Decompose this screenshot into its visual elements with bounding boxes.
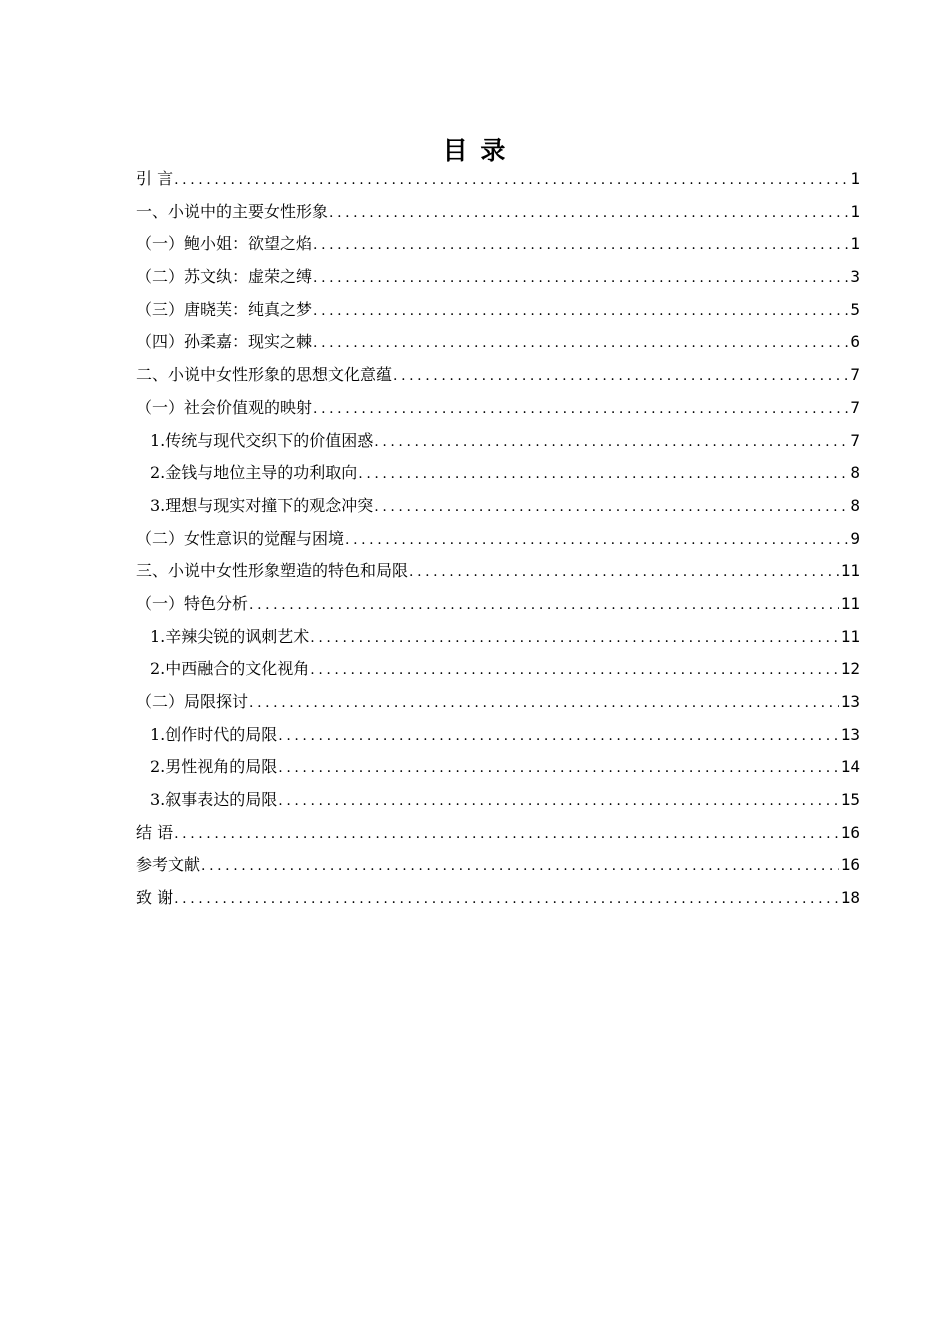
toc-leader-dots [278, 785, 838, 818]
toc-entry-label: 致 谢 [136, 888, 174, 908]
toc-entry[interactable] [136, 882, 860, 915]
toc-entry-page-number: 13 [840, 724, 860, 744]
toc-entry-label: （一）鲍小姐：欲望之焰 [136, 234, 313, 254]
toc-entry-label: 参考文献 [136, 855, 201, 875]
toc-entry[interactable] [136, 392, 860, 425]
toc-entry[interactable] [136, 621, 860, 654]
toc-entry-page-number: 7 [850, 430, 860, 450]
toc-entry[interactable] [136, 457, 860, 490]
toc-entry[interactable] [136, 425, 860, 458]
toc-entry-page-number: 7 [850, 397, 860, 417]
toc-entry-label: 1.辛辣尖锐的讽刺艺术 [150, 626, 310, 646]
toc-entry-label: （一）社会价值观的映射 [136, 397, 313, 417]
toc-entry[interactable] [136, 719, 860, 752]
toc-leader-dots [201, 850, 839, 883]
toc-leader-dots [174, 164, 848, 197]
toc-leader-dots [278, 720, 838, 753]
toc-entry[interactable] [136, 294, 860, 327]
toc-leader-dots [393, 360, 848, 393]
toc-leader-dots [329, 197, 848, 230]
toc-entry-page-number: 6 [850, 332, 860, 352]
toc-entry-page-number: 12 [840, 659, 860, 679]
toc-entry-page-number: 15 [840, 790, 860, 810]
toc-leader-dots [374, 426, 848, 459]
toc-entry-page-number: 9 [850, 528, 860, 548]
toc-entry-label: 1.传统与现代交织下的价值困惑 [150, 430, 374, 450]
toc-entry-page-number: 7 [850, 365, 860, 385]
toc-leader-dots [313, 393, 848, 426]
toc-entry[interactable] [136, 588, 860, 621]
toc-entry-label: （一）特色分析 [136, 593, 249, 613]
toc-entry-page-number: 11 [840, 593, 860, 613]
toc-entry-label: 2.金钱与地位主导的功利取向 [150, 463, 358, 483]
toc-leader-dots [313, 327, 848, 360]
toc-entry[interactable] [136, 490, 860, 523]
toc-entry-label: 1.创作时代的局限 [150, 724, 278, 744]
toc-entry[interactable] [136, 817, 860, 850]
page-title: 目 录 [442, 136, 508, 165]
toc-entry-page-number: 18 [840, 888, 860, 908]
toc-leader-dots [310, 622, 838, 655]
toc-leader-dots [374, 491, 848, 524]
toc-leader-dots [249, 589, 839, 622]
toc-entry[interactable] [136, 751, 860, 784]
toc-entry-label: （二）女性意识的觉醒与困境 [136, 528, 345, 548]
toc-entry-page-number: 3 [850, 267, 860, 287]
toc-entry[interactable] [136, 849, 860, 882]
toc-leader-dots [409, 556, 839, 589]
toc-entry-page-number: 1 [850, 201, 860, 221]
toc-leader-dots [310, 654, 838, 687]
toc-entry-label: （二）苏文纨：虚荣之缚 [136, 267, 313, 287]
toc-entry-label: 一、小说中的主要女性形象 [136, 201, 329, 221]
toc-entry-page-number: 8 [850, 463, 860, 483]
toc-entry-page-number: 1 [850, 234, 860, 254]
toc-entry-label: （三）唐晓芙：纯真之梦 [136, 299, 313, 319]
toc-entry[interactable] [136, 686, 860, 719]
toc-entry-page-number: 1 [850, 169, 860, 188]
toc-entry[interactable] [136, 326, 860, 359]
toc-entry-label: 3.叙事表达的局限 [150, 790, 278, 810]
toc-entry-label: 引 言 [136, 169, 174, 188]
toc-entry-label: 2.男性视角的局限 [150, 757, 278, 777]
toc-entry[interactable] [136, 523, 860, 556]
toc-entry-label: 二、小说中女性形象的思想文化意蕴 [136, 365, 393, 385]
toc-entry-page-number: 16 [840, 822, 860, 842]
toc-entry[interactable] [136, 784, 860, 817]
toc-leader-dots [278, 752, 838, 785]
toc-entry[interactable] [136, 653, 860, 686]
toc-entry-label: 2.中西融合的文化视角 [150, 659, 310, 679]
toc-entry-page-number: 16 [840, 855, 860, 875]
toc-leader-dots [249, 687, 839, 720]
toc-entry[interactable] [136, 228, 860, 261]
toc-leader-dots [358, 458, 848, 491]
toc-entry-label: 三、小说中女性形象塑造的特色和局限 [136, 561, 409, 581]
toc-leader-dots [345, 524, 848, 557]
toc-leader-dots [313, 295, 848, 328]
toc-entry-page-number: 8 [850, 495, 860, 515]
toc-entry[interactable] [136, 261, 860, 294]
toc-leader-dots [313, 262, 848, 295]
toc-entry[interactable] [136, 196, 860, 229]
toc-entry-label: （四）孙柔嘉：现实之棘 [136, 332, 313, 352]
toc-entry-page-number: 14 [840, 757, 860, 777]
toc-entry[interactable] [136, 163, 860, 196]
toc-entry-page-number: 11 [840, 561, 860, 581]
table-of-contents [136, 163, 860, 915]
toc-entry-page-number: 11 [840, 626, 860, 646]
toc-leader-dots [313, 229, 848, 262]
toc-entry[interactable] [136, 359, 860, 392]
toc-entry-page-number: 13 [840, 692, 860, 711]
toc-entry-label: 结 语 [136, 822, 174, 842]
toc-entry-label: （二）局限探讨 [136, 692, 249, 711]
toc-entry-page-number: 5 [850, 299, 860, 319]
toc-entry-label: 3.理想与现实对撞下的观念冲突 [150, 495, 374, 515]
toc-leader-dots [174, 818, 839, 851]
toc-entry[interactable] [136, 555, 860, 588]
toc-leader-dots [174, 883, 839, 916]
